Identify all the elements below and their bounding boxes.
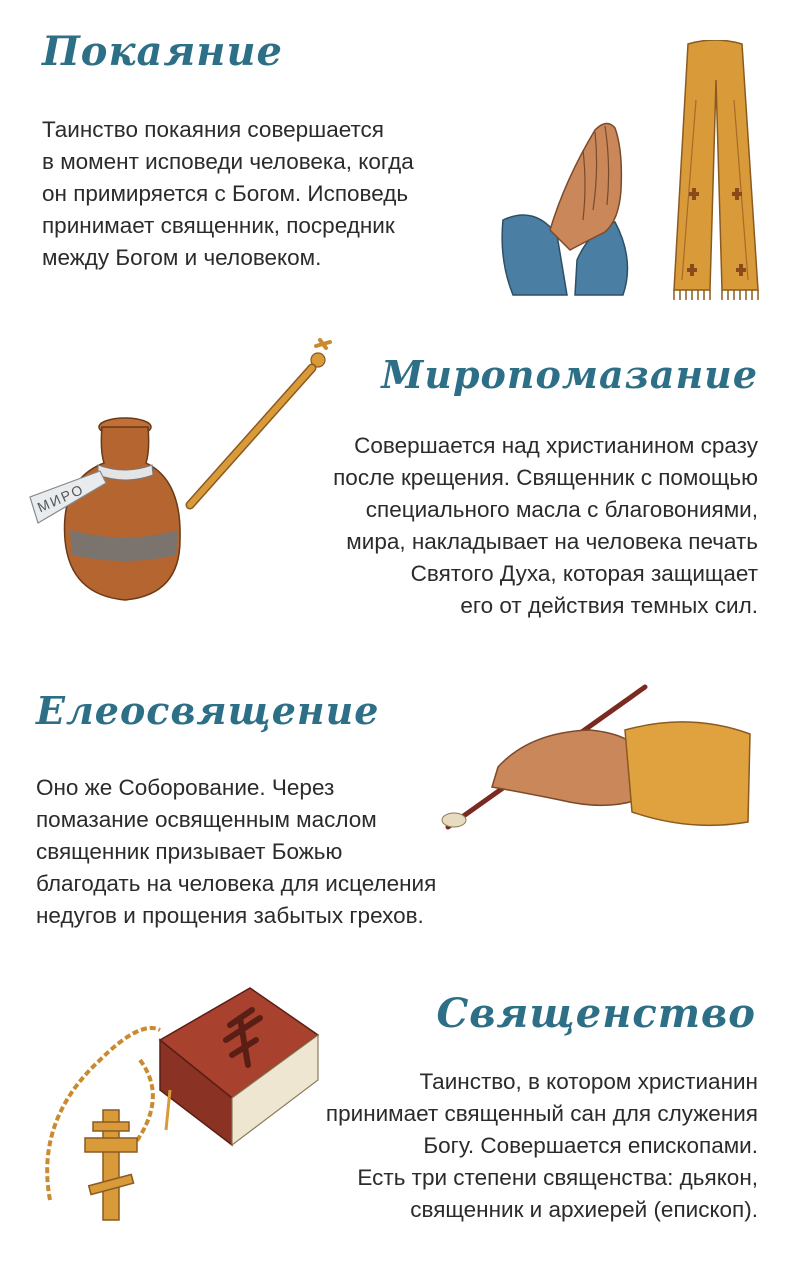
text-line: принимает священный сан для служения bbox=[325, 1101, 758, 1126]
text-line: между Богом и человеком. bbox=[42, 245, 322, 270]
epitrachelion-icon bbox=[660, 40, 770, 302]
text-line: принимает священник, посредник bbox=[42, 213, 395, 238]
text-line: Богу. Совершается епископами. bbox=[423, 1133, 758, 1158]
text-line: мира, накладывает на человека печать bbox=[346, 529, 758, 554]
section-text-repentance bbox=[42, 114, 414, 274]
text-line: недугов и прощения забытых грехов. bbox=[36, 903, 424, 928]
praying-hands-icon bbox=[495, 110, 655, 300]
section-title-repentance: Покаяние bbox=[42, 28, 283, 75]
text-line: Таинство, в котором христианин bbox=[419, 1069, 758, 1094]
section-priesthood bbox=[0, 960, 800, 1266]
text-line: Есть три степени священства: дьякон, bbox=[357, 1165, 758, 1190]
section-text-priesthood bbox=[326, 1066, 758, 1226]
chrism-brush-icon bbox=[180, 330, 360, 520]
text-line: его от действия темных сил. bbox=[460, 593, 758, 618]
text-line: Таинство покаяния совершается bbox=[42, 117, 384, 142]
text-line: в момент исповеди человека, когда bbox=[42, 149, 414, 174]
text-line: Оно же Соборование. Через bbox=[36, 775, 335, 800]
section-text-chrismation bbox=[333, 430, 758, 622]
vessel-label: МИРО bbox=[34, 480, 87, 516]
text-line: специального масла с благовониями, bbox=[365, 497, 758, 522]
text-line: священник и архиерей (епископ). bbox=[410, 1197, 758, 1222]
section-text-anointing bbox=[36, 772, 436, 932]
text-line: Совершается над христианином сразу bbox=[354, 433, 758, 458]
text-line: помазание освященным маслом bbox=[36, 807, 377, 832]
text-line: Святого Духа, которая защищает bbox=[410, 561, 758, 586]
hand-with-brush-icon bbox=[440, 672, 760, 842]
section-repentance bbox=[0, 0, 800, 320]
section-title-priesthood: Священство bbox=[436, 990, 756, 1037]
section-chrismation bbox=[0, 320, 800, 660]
text-line: благодать на человека для исцеления bbox=[36, 871, 437, 896]
text-line: он примиряется с Богом. Исповедь bbox=[42, 181, 409, 206]
text-line: священник призывает Божью bbox=[36, 839, 343, 864]
section-title-chrismation: Миропомазание bbox=[381, 352, 758, 397]
pectoral-cross-icon bbox=[30, 1000, 180, 1226]
section-title-anointing: Елеосвящение bbox=[36, 688, 380, 733]
section-anointing bbox=[0, 660, 800, 960]
text-line: после крещения. Священник с помощью bbox=[333, 465, 758, 490]
